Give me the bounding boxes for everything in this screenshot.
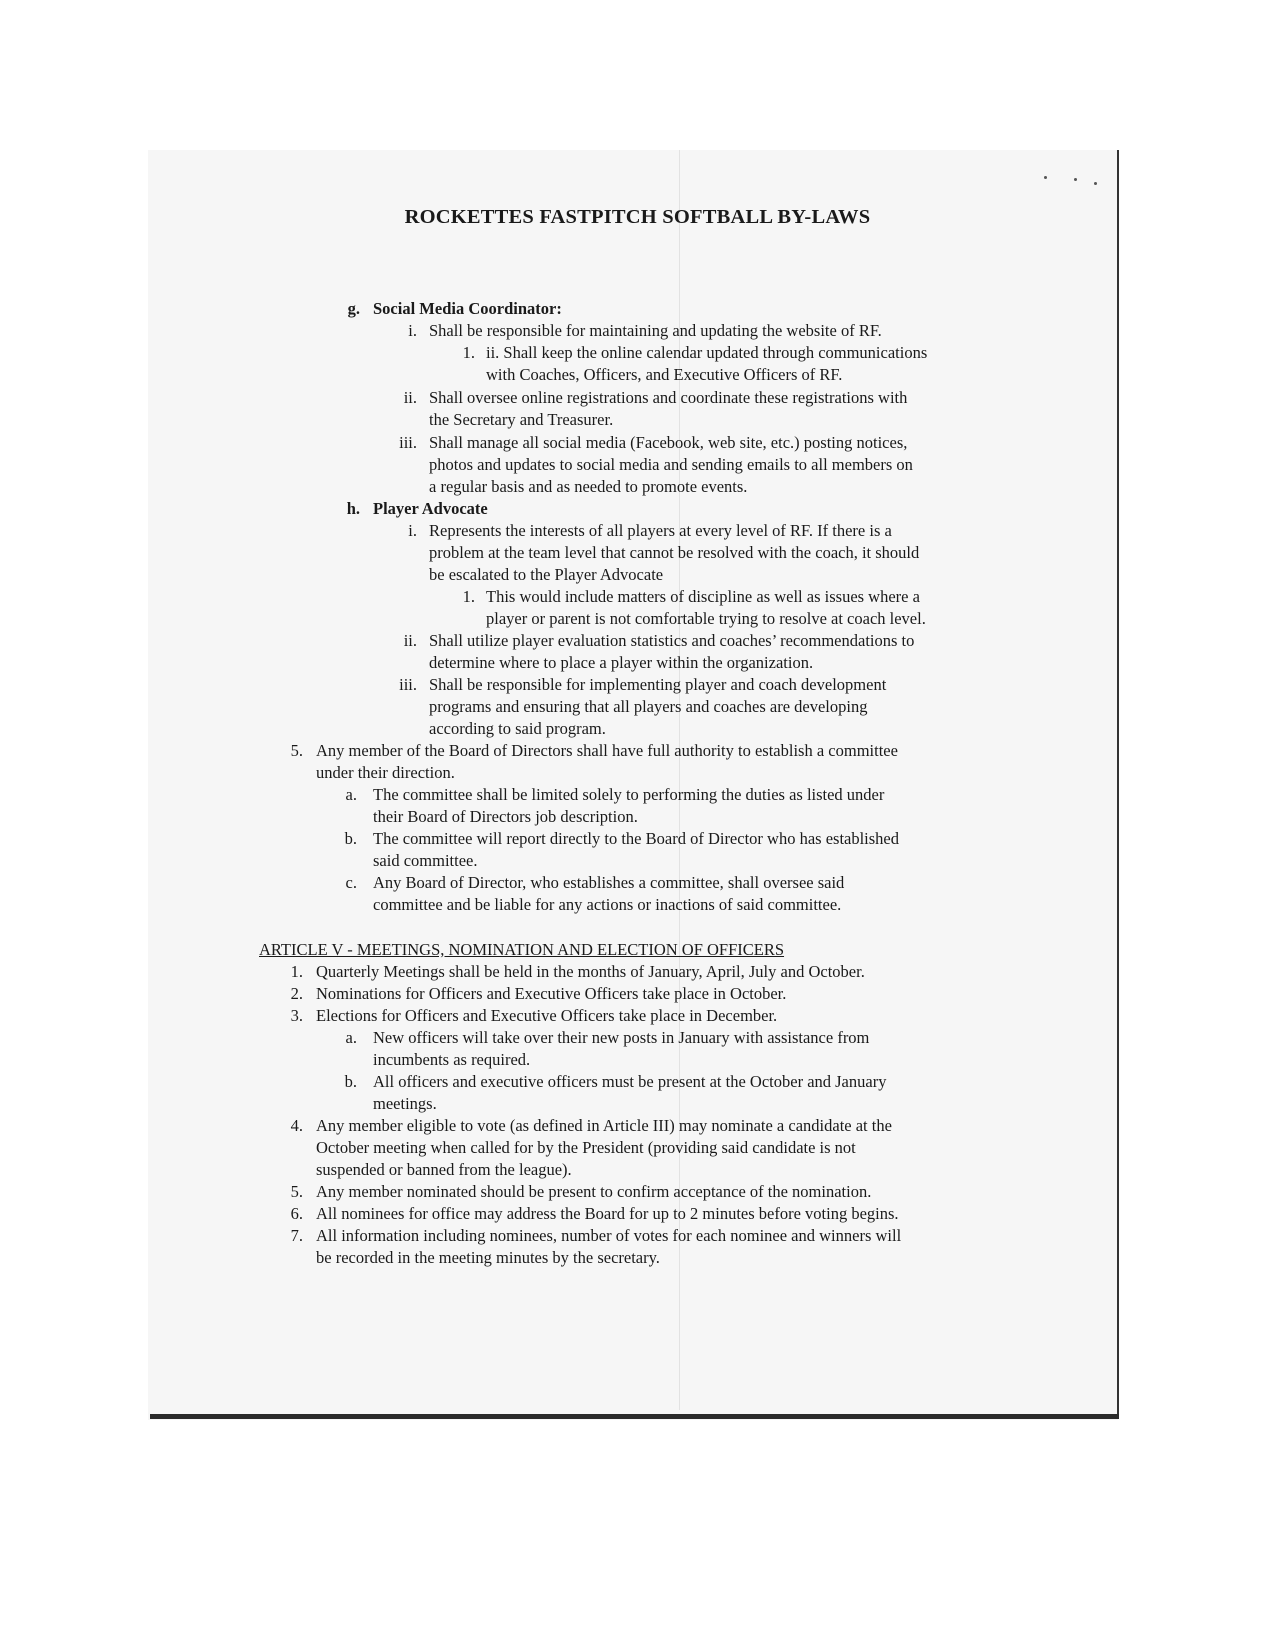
list-item-text: Shall be responsible for implementing player and coach development bbox=[429, 675, 887, 694]
list-item-text: Any member eligible to vote (as defined in Article III) may nominate a candidate at the bbox=[316, 1116, 892, 1135]
list-item-text: ii. Shall keep the online calendar updated through communications bbox=[486, 343, 928, 362]
list-item-text: Elections for Officers and Executive Officers take place in December. bbox=[316, 1006, 778, 1025]
section-heading: Social Media Coordinator: bbox=[373, 299, 562, 318]
list-item-text: Represents the interests of all players at every level of RF. If there is a bbox=[429, 521, 892, 540]
list-item-text: This would include matters of discipline as well as issues where a bbox=[486, 587, 920, 606]
list-marker: c. bbox=[345, 873, 357, 892]
list-item-text: programs and ensuring that all players and coaches are developing bbox=[429, 697, 868, 716]
list-item-text: Shall oversee online registrations and coordinate these registrations with bbox=[429, 388, 908, 407]
list-item-text: All officers and executive officers must be present at the October and January bbox=[373, 1072, 887, 1091]
list-item-text: be recorded in the meeting minutes by the secretary. bbox=[316, 1248, 660, 1267]
list-item-text: Quarterly Meetings shall be held in the months of January, April, July and October. bbox=[316, 962, 865, 981]
list-item-text: New officers will take over their new posts in January with assistance from bbox=[373, 1028, 870, 1047]
list-item-text: photos and updates to social media and sending emails to all members on bbox=[429, 455, 913, 474]
list-item-text: according to said program. bbox=[429, 719, 606, 738]
page-bottom-edge bbox=[150, 1414, 1119, 1419]
list-marker: i. bbox=[408, 321, 417, 340]
list-marker: a. bbox=[345, 785, 357, 804]
list-marker: 1. bbox=[290, 962, 303, 981]
list-item-text: The committee will report directly to the Board of Director who has established bbox=[373, 829, 900, 848]
list-marker: 1. bbox=[462, 587, 475, 606]
list-item-text: with Coaches, Officers, and Executive Officers of RF. bbox=[486, 365, 843, 384]
list-marker: iii. bbox=[399, 675, 417, 694]
list-item-text: The committee shall be limited solely to performing the duties as listed under bbox=[373, 785, 885, 804]
list-item-text: be escalated to the Player Advocate bbox=[429, 565, 664, 584]
list-marker: 7. bbox=[290, 1226, 303, 1245]
list-marker: b. bbox=[344, 829, 357, 848]
scan-speck bbox=[1074, 178, 1077, 181]
list-item-text: suspended or banned from the league). bbox=[316, 1160, 572, 1179]
list-marker: 3. bbox=[290, 1006, 303, 1025]
list-marker: i. bbox=[408, 521, 417, 540]
list-item-text: under their direction. bbox=[316, 763, 455, 782]
scan-speck bbox=[1094, 182, 1097, 185]
list-marker: h. bbox=[346, 499, 360, 518]
list-item-text: Shall utilize player evaluation statistics and coaches’ recommendations to bbox=[429, 631, 915, 650]
list-marker: b. bbox=[344, 1072, 357, 1091]
list-marker: 2. bbox=[290, 984, 303, 1003]
list-item-text: said committee. bbox=[373, 851, 478, 870]
page-right-edge bbox=[1117, 150, 1119, 1418]
list-item-text: Any Board of Director, who establishes a committee, shall oversee said bbox=[373, 873, 845, 892]
list-item-text: the Secretary and Treasurer. bbox=[429, 410, 614, 429]
list-item-text: committee and be liable for any actions or inactions of said committee. bbox=[373, 895, 842, 914]
document-title: ROCKETTES FASTPITCH SOFTBALL BY-LAWS bbox=[404, 206, 871, 228]
scan-speck bbox=[1044, 176, 1047, 179]
list-marker: 4. bbox=[290, 1116, 303, 1135]
list-item-text: Shall manage all social media (Facebook, web site, etc.) posting notices, bbox=[429, 433, 908, 452]
list-marker: 6. bbox=[290, 1204, 303, 1223]
list-item-text: incumbents as required. bbox=[373, 1050, 531, 1069]
list-item-text: Any member of the Board of Directors shall have full authority to establish a committee bbox=[316, 741, 898, 760]
list-marker: 5. bbox=[290, 741, 303, 760]
list-marker: g. bbox=[347, 299, 360, 318]
list-marker: ii. bbox=[403, 631, 417, 650]
list-item-text: their Board of Directors job description. bbox=[373, 807, 638, 826]
list-item-text: All nominees for office may address the Board for up to 2 minutes before voting begins. bbox=[316, 1204, 899, 1223]
list-item-text: Any member nominated should be present to confirm acceptance of the nomination. bbox=[316, 1182, 872, 1201]
list-item-text: problem at the team level that cannot be resolved with the coach, it should bbox=[429, 543, 920, 562]
list-item-text: October meeting when called for by the President (providing said candidate is not bbox=[316, 1138, 856, 1157]
list-marker: 1. bbox=[462, 343, 475, 362]
list-item-text: a regular basis and as needed to promote events. bbox=[429, 477, 748, 496]
list-item-text: Shall be responsible for maintaining and updating the website of RF. bbox=[429, 321, 882, 340]
list-marker: a. bbox=[345, 1028, 357, 1047]
list-item-text: determine where to place a player within the organization. bbox=[429, 653, 814, 672]
article-heading: ARTICLE V - MEETINGS, NOMINATION AND ELECTION OF OFFICERS bbox=[259, 940, 785, 959]
list-item-text: player or parent is not comfortable trying to resolve at coach level. bbox=[486, 609, 926, 628]
list-item-text: Nominations for Officers and Executive Officers take place in October. bbox=[316, 984, 787, 1003]
section-heading: Player Advocate bbox=[373, 499, 488, 518]
list-marker: iii. bbox=[399, 433, 417, 452]
list-marker: 5. bbox=[290, 1182, 303, 1201]
list-item-text: All information including nominees, number of votes for each nominee and winners will bbox=[316, 1226, 902, 1245]
list-marker: ii. bbox=[403, 388, 417, 407]
list-item-text: meetings. bbox=[373, 1094, 437, 1113]
